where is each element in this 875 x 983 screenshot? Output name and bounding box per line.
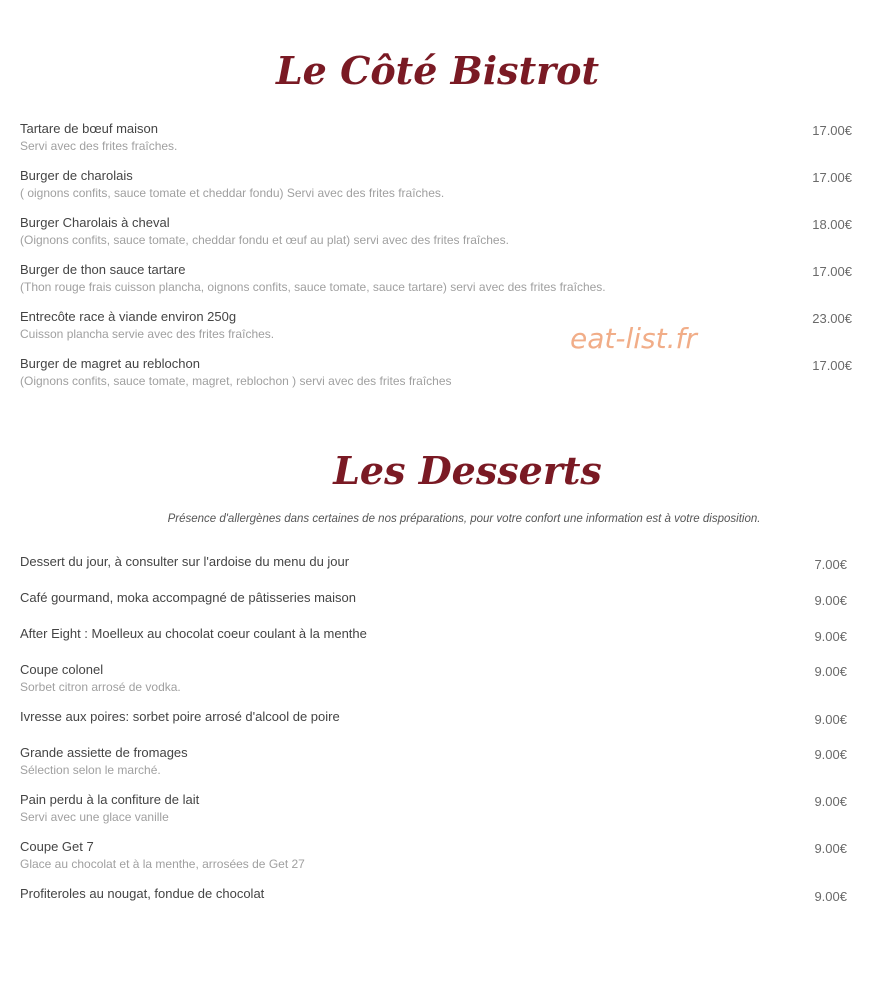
menu-item xyxy=(20,214,852,248)
menu-item-name: Coupe colonel xyxy=(20,662,104,677)
menu-item xyxy=(20,355,852,389)
menu-item xyxy=(20,261,852,295)
menu-item-price: 9.00€ xyxy=(814,664,847,679)
menu-item-description: Servi avec des frites fraîches. xyxy=(20,139,178,153)
menu-item xyxy=(20,120,852,154)
menu-item-description: (Thon rouge frais cuisson plancha, oignons confits, sauce tomate, sauce tartare) servi avec des frites fraîches. xyxy=(20,280,606,294)
menu-item-name: Café gourmand, moka accompagné de pâtisseries maison xyxy=(20,590,357,605)
menu-item xyxy=(20,744,852,778)
menu-item-name: Tartare de bœuf maison xyxy=(20,121,159,136)
menu-item-price: 17.00€ xyxy=(812,123,852,138)
menu-item-price: 9.00€ xyxy=(814,841,847,856)
menu-item-name: Entrecôte race à viande environ 250g xyxy=(20,309,237,324)
menu-item-name: Burger de magret au reblochon xyxy=(20,356,200,371)
menu-item-description: Glace au chocolat et à la menthe, arrosées de Get 27 xyxy=(20,857,305,871)
menu-item-name: Profiteroles au nougat, fondue de chocolat xyxy=(20,886,265,901)
menu-item-name: Burger Charolais à cheval xyxy=(20,215,170,230)
menu-item-name: Ivresse aux poires: sorbet poire arrosé d'alcool de poire xyxy=(20,709,340,724)
menu-item-name: Burger de thon sauce tartare xyxy=(20,262,186,277)
menu-item xyxy=(20,589,852,606)
menu-item xyxy=(20,838,852,872)
menu-item xyxy=(20,708,852,725)
menu-item-price: 9.00€ xyxy=(814,794,847,809)
menu-item-description: Servi avec une glace vanille xyxy=(20,810,169,824)
menu-item xyxy=(20,553,852,570)
menu-item-price: 9.00€ xyxy=(814,593,847,608)
menu-item xyxy=(20,308,852,342)
menu-item-description: ( oignons confits, sauce tomate et cheddar fondu) Servi avec des frites fraîches. xyxy=(20,186,445,200)
menu-item xyxy=(20,791,852,825)
menu-item-description: (Oignons confits, sauce tomate, cheddar fondu et œuf au plat) servi avec des frites fraîches. xyxy=(20,233,509,247)
menu-item-price: 17.00€ xyxy=(812,358,852,373)
menu-item-description: Sorbet citron arrosé de vodka. xyxy=(20,680,181,694)
menu-item-price: 7.00€ xyxy=(814,557,847,572)
bistrot-section-title: Le Côté Bistrot xyxy=(275,48,600,93)
menu-item-price: 9.00€ xyxy=(814,712,847,727)
desserts-section-title: Les Desserts xyxy=(333,448,602,493)
menu-item xyxy=(20,885,852,902)
menu-item-description: (Oignons confits, sauce tomate, magret, reblochon ) servi avec des frites fraîches xyxy=(20,374,452,388)
menu-item-name: Coupe Get 7 xyxy=(20,839,94,854)
menu-item xyxy=(20,661,852,695)
menu-item-price: 17.00€ xyxy=(812,264,852,279)
menu-item-name: Burger de charolais xyxy=(20,168,133,183)
menu-item-name: After Eight : Moelleux au chocolat coeur coulant à la menthe xyxy=(20,626,367,641)
menu-item-description: Sélection selon le marché. xyxy=(20,763,161,777)
menu-item-price: 9.00€ xyxy=(814,747,847,762)
menu-item-price: 9.00€ xyxy=(814,889,847,904)
watermark: eat-list.fr xyxy=(570,322,697,355)
menu-item-price: 18.00€ xyxy=(812,217,852,232)
menu-item-price: 17.00€ xyxy=(812,170,852,185)
allergen-note: Présence d'allergènes dans certaines de nos préparations, pour votre confort une information est à votre disposition. xyxy=(167,513,761,525)
menu-item xyxy=(20,625,852,642)
menu-item-price: 23.00€ xyxy=(812,311,852,326)
menu-item-name: Dessert du jour, à consulter sur l'ardoise du menu du jour xyxy=(20,554,350,569)
menu-item-description: Cuisson plancha servie avec des frites fraîches. xyxy=(20,327,275,341)
menu-item-price: 9.00€ xyxy=(814,629,847,644)
menu-item-name: Grande assiette de fromages xyxy=(20,745,188,760)
menu-item-name: Pain perdu à la confiture de lait xyxy=(20,792,200,807)
menu-item xyxy=(20,167,852,201)
